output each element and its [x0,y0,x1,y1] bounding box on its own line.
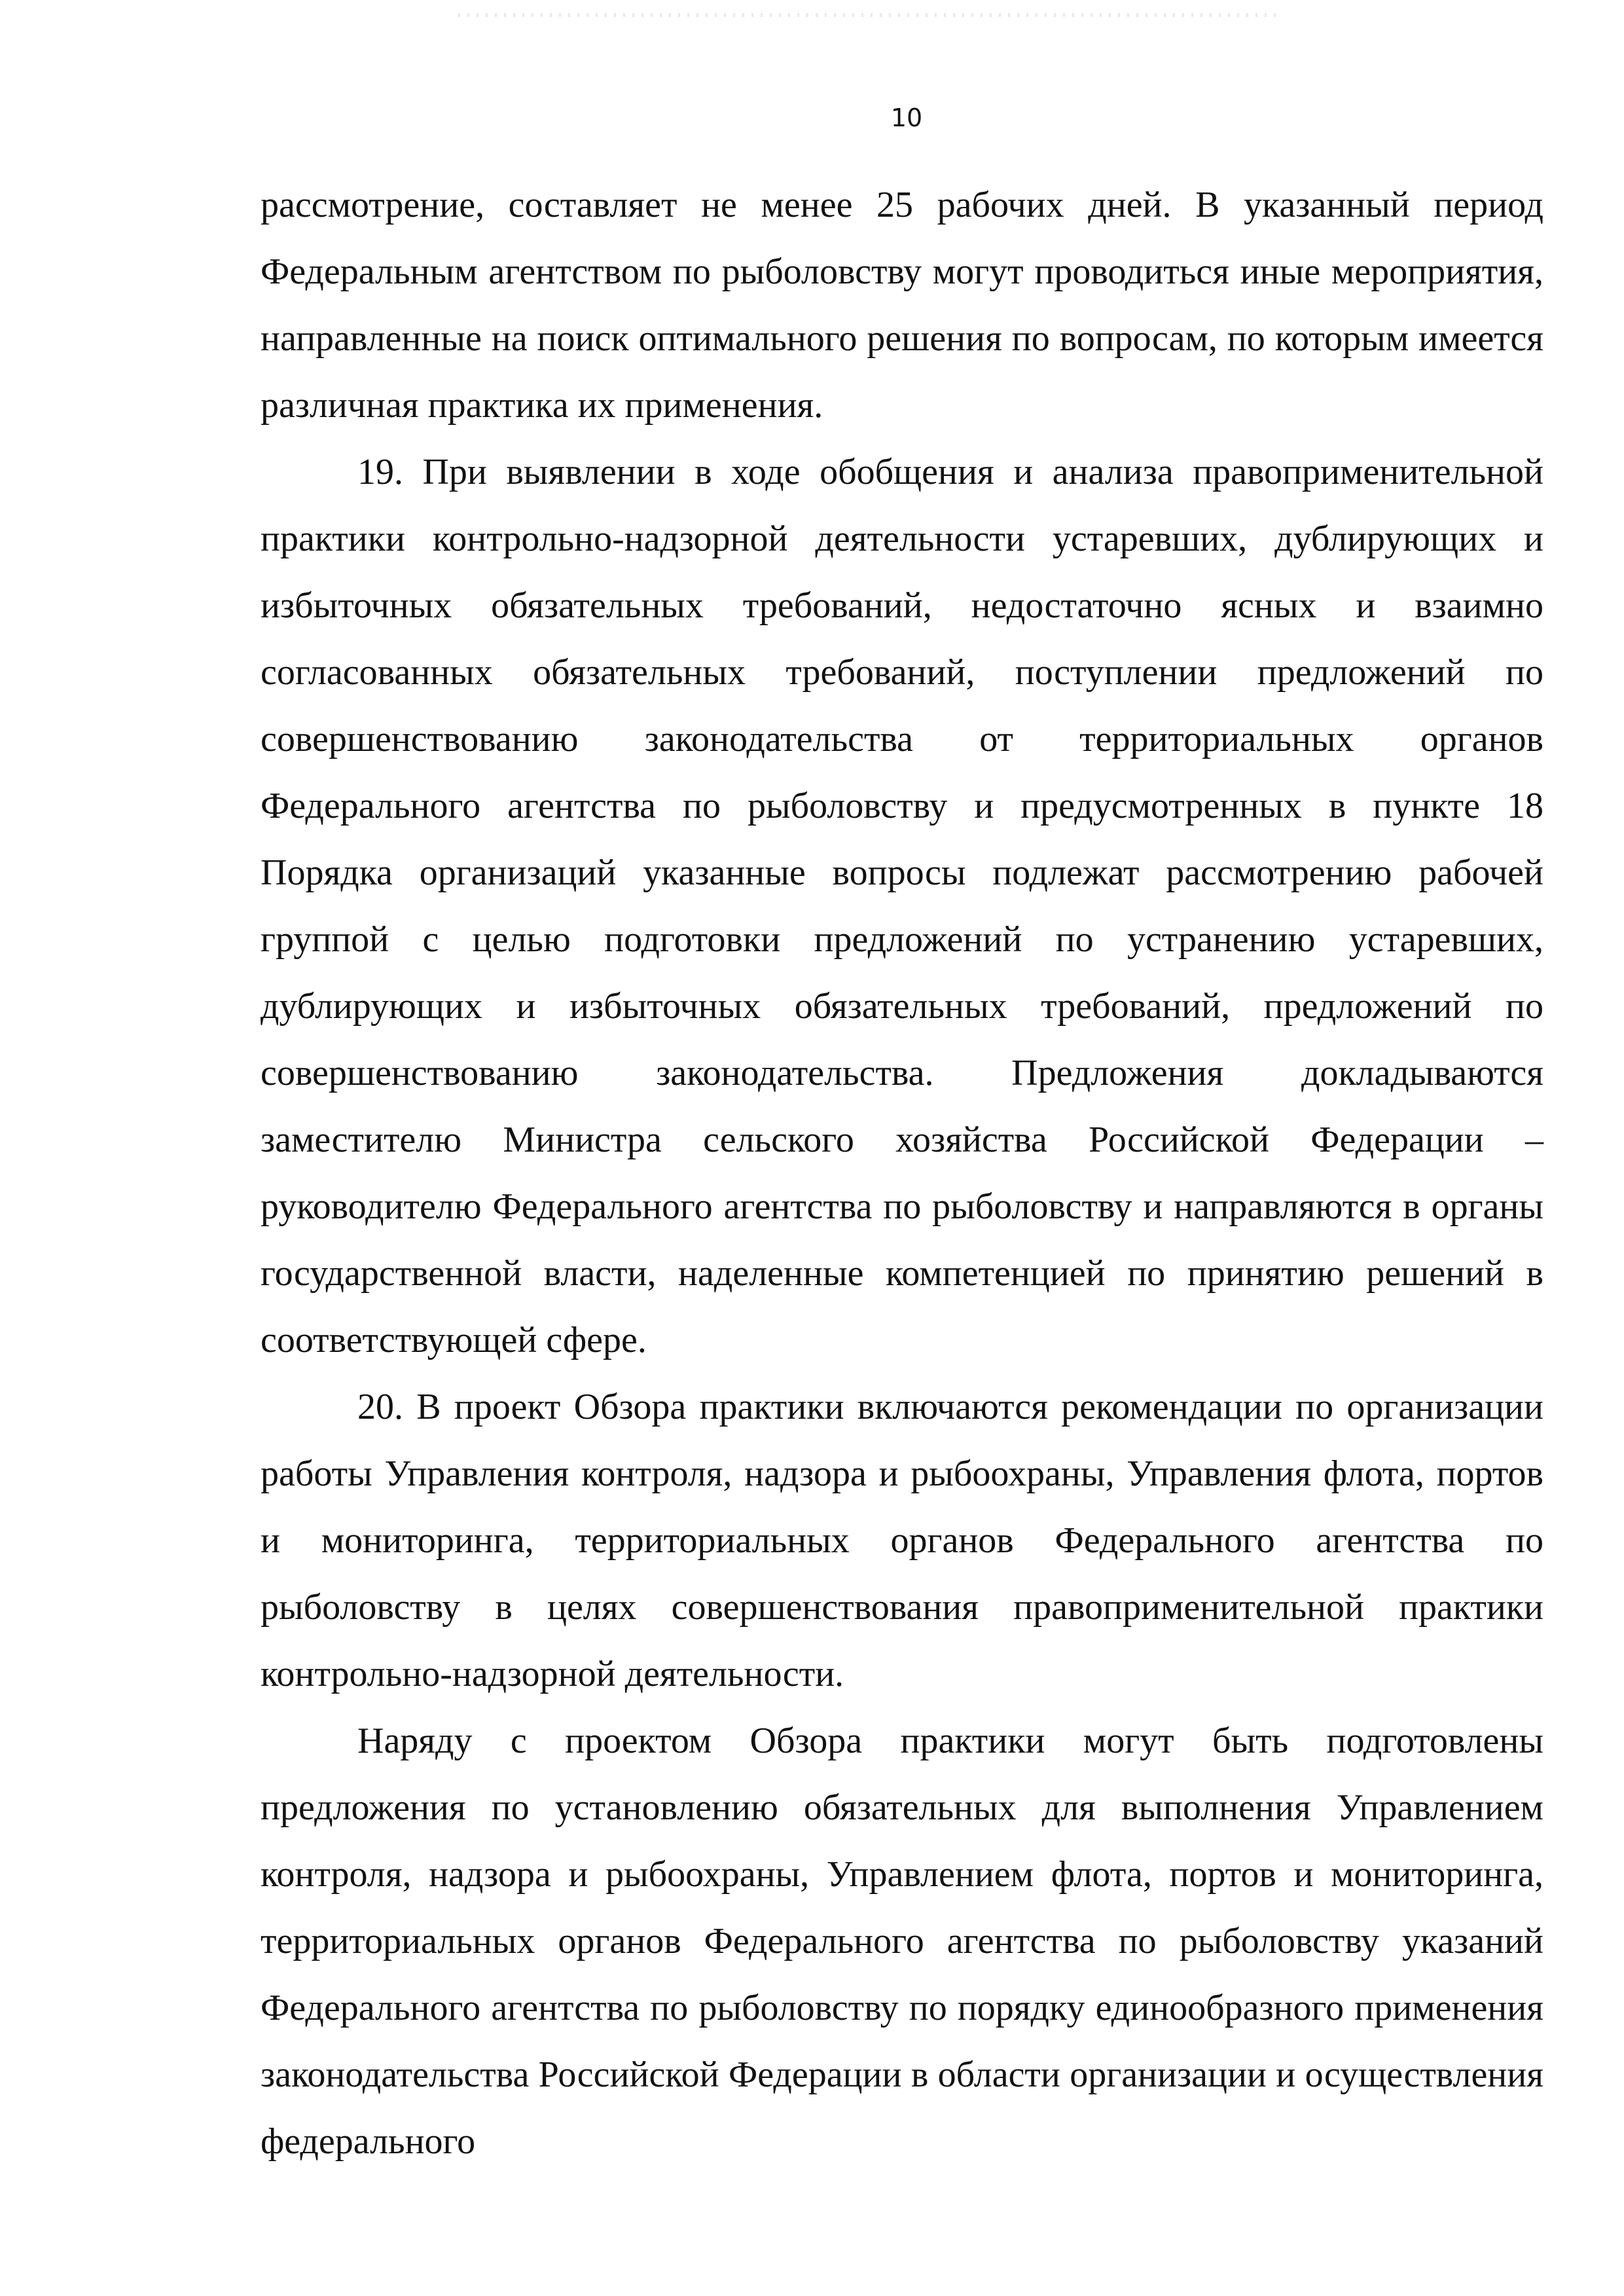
document-body [261,172,1543,2175]
paragraph-item-19: 19. При выявлении в ходе обобщения и анализа правоприменительной практики контрольно-надзорной деятельности устаревших, дублирующих и избыточных обязательных требований, недостаточно ясных и взаимно согласованных обязательных требований, поступлении предложений по совершенствованию законодательства от территориальных органов Федерального агентства по рыболовству и предусмотренных в пункте 18 Порядка организаций указанные вопросы подлежат рассмотрению рабочей группой с целью подготовки предложений по устранению устаревших, дублирующих и избыточных обязательных требований, предложений по совершенствованию законодательства. Предложения докладываются заместителю Министра сельского хозяйства Российской Федерации – руководителю Федерального агентства по рыболовству и направляются в органы государственной власти, наделенные компетенцией по принятию решений в соответствующей сфере. [261,452,1543,1360]
paragraph-item-20: 20. В проект Обзора практики включаются рекомендации по организации работы Управления контроля, надзора и рыбоохраны, Управления флота, портов и мониторинга, территориальных органов Федерального агентства по рыболовству в целях совершенствования правоприменительной практики контрольно-надзорной деятельности. [261,1387,1543,1694]
paragraph-continuation: рассмотрение, составляет не менее 25 рабочих дней. В указанный период Федеральным агентством по рыболовству могут проводиться иные мероприятия, направленные на поиск оптимального решения по вопросам, по которым имеется различная практика их применения. [261,185,1543,426]
page-number: 10 [890,103,923,132]
scan-artifact [458,13,1276,17]
paragraph-review-proposals: Наряду с проектом Обзора практики могут быть подготовлены предложения по установлению обязательных для выполнения Управлением контроля, надзора и рыбоохраны, Управлением флота, портов и мониторинга, территориальных органов Федерального агентства по рыболовству указаний Федерального агентства по рыболовству по порядку единообразного применения законодательства Российской Федерации в области организации и осуществления федерального [261,1721,1543,2162]
